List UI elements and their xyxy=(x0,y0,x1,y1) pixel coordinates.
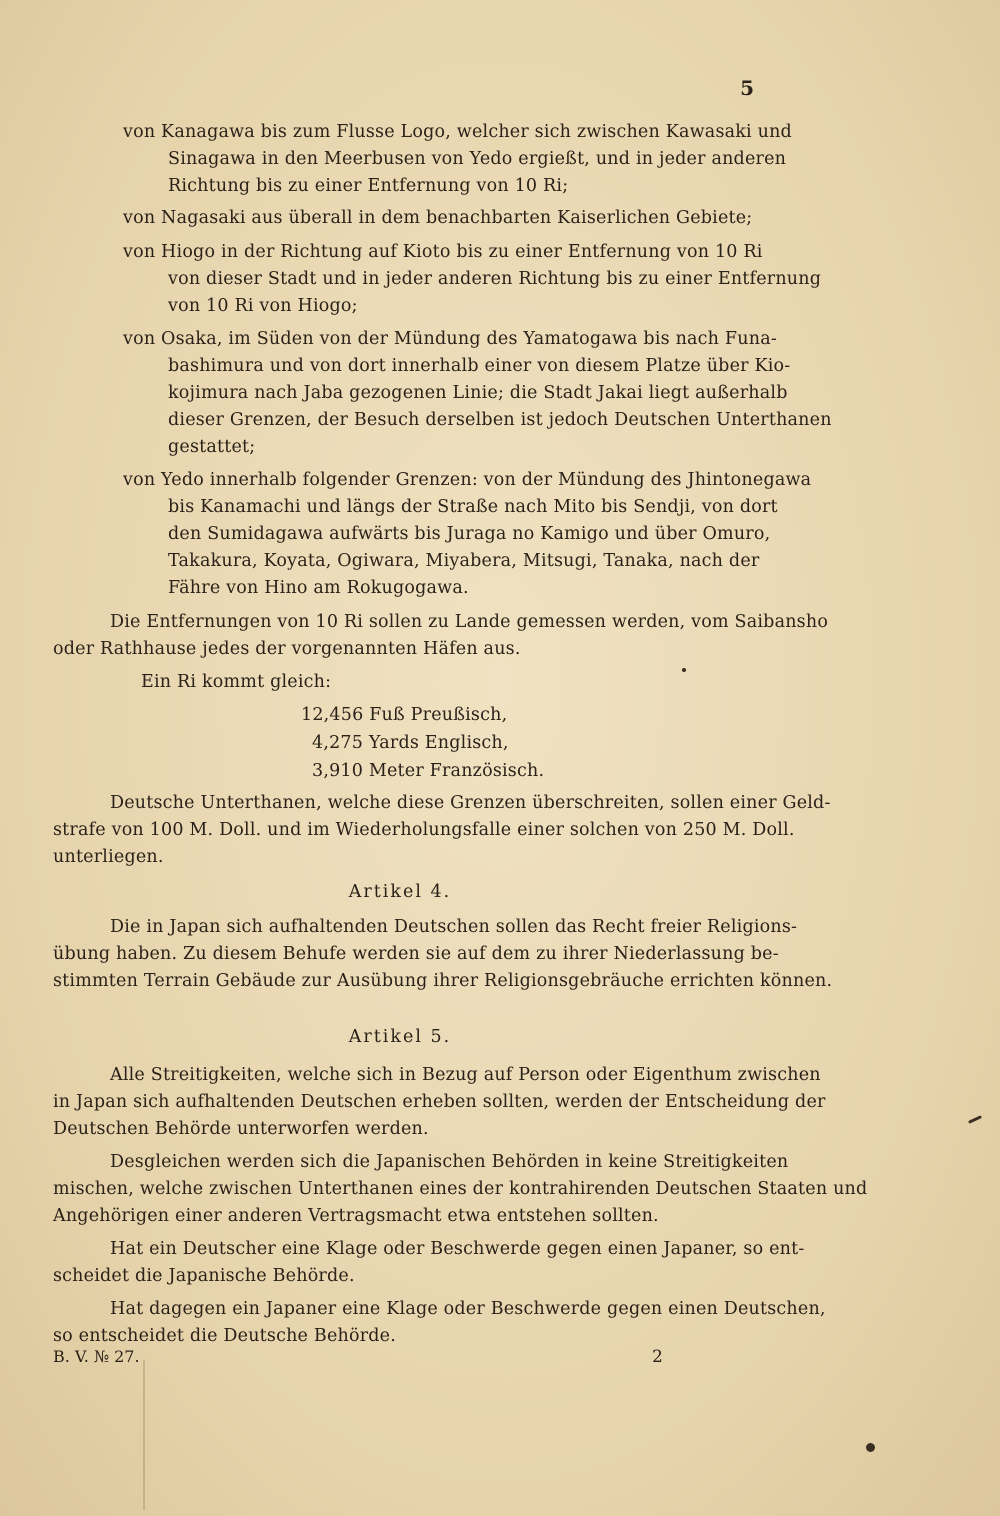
text-line: von Yedo innerhalb folgender Grenzen: von der Mündung des Jhintonegawa xyxy=(123,470,812,490)
ink-speck xyxy=(866,1443,875,1452)
text-line: Alle Streitigkeiten, welche sich in Bezug auf Person oder Eigenthum zwischen xyxy=(110,1065,821,1085)
text-line: dieser Grenzen, der Besuch derselben ist jedoch Deutschen Unterthanen xyxy=(168,410,832,430)
text-line: stimmten Terrain Gebäude zur Ausübung ihrer Religionsgebräuche errichten können. xyxy=(53,971,833,991)
text-line: so entscheidet die Deutsche Behörde. xyxy=(53,1326,396,1346)
text-line: unterliegen. xyxy=(53,847,164,867)
text-line: Deutsche Unterthanen, welche diese Grenzen überschreiten, sollen einer Geld- xyxy=(110,793,831,813)
text-line: Sinagawa in den Meerbusen von Yedo ergießt, und in jeder anderen xyxy=(168,149,787,169)
text-line: bis Kanamachi und längs der Straße nach Mito bis Sendji, von dort xyxy=(168,497,778,517)
text-line: Richtung bis zu einer Entfernung von 10 Ri; xyxy=(168,176,569,196)
text-line: strafe von 100 M. Doll. und im Wiederholungsfalle einer solchen von 250 M. Doll. xyxy=(53,820,795,840)
text-line: von Kanagawa bis zum Flusse Logo, welcher sich zwischen Kawasaki und xyxy=(123,122,792,142)
article-heading: Artikel 4. xyxy=(348,882,452,902)
footer-sheet-number: 2 xyxy=(652,1347,663,1367)
text-line: übung haben. Zu diesem Behufe werden sie auf dem zu ihrer Niederlassung be- xyxy=(53,944,779,964)
ink-speck xyxy=(968,1115,982,1124)
text-line: Desgleichen werden sich die Japanischen Behörden in keine Streitigkeiten xyxy=(110,1152,789,1172)
measure-line: 4,275 Yards Englisch, xyxy=(312,733,509,753)
measure-line: 3,910 Meter Französisch. xyxy=(312,761,545,781)
page-number: 5 xyxy=(740,76,754,100)
text-line: kojimura nach Jaba gezogenen Linie; die Stadt Jakai liegt außerhalb xyxy=(168,383,788,403)
ink-speck xyxy=(682,668,686,672)
text-line: von Hiogo in der Richtung auf Kioto bis zu einer Entfernung von 10 Ri xyxy=(123,242,763,262)
text-line: den Sumidagawa aufwärts bis Juraga no Kamigo und über Omuro, xyxy=(168,524,771,544)
text-line: in Japan sich aufhaltenden Deutschen erheben sollten, werden der Entscheidung der xyxy=(53,1092,826,1112)
text-line: Die in Japan sich aufhaltenden Deutschen sollen das Recht freier Religions- xyxy=(110,917,798,937)
text-line: bashimura und von dort innerhalb einer von diesem Platze über Kio- xyxy=(168,356,791,376)
paper-fold-mark xyxy=(143,1360,145,1510)
article-heading: Artikel 5. xyxy=(348,1027,452,1047)
measure-line: 12,456 Fuß Preußisch, xyxy=(301,705,508,725)
text-line: scheidet die Japanische Behörde. xyxy=(53,1266,355,1286)
text-line: Deutschen Behörde unterworfen werden. xyxy=(53,1119,429,1139)
footer-signature: B. V. № 27. xyxy=(53,1347,140,1366)
text-line: von dieser Stadt und in jeder anderen Richtung bis zu einer Entfernung xyxy=(168,269,822,289)
text-line: von 10 Ri von Hiogo; xyxy=(168,296,358,316)
text-line: Die Entfernungen von 10 Ri sollen zu Lande gemessen werden, vom Saibansho xyxy=(110,612,829,632)
text-line: Ein Ri kommt gleich: xyxy=(141,672,332,692)
text-line: Hat ein Deutscher eine Klage oder Beschwerde gegen einen Japaner, so ent- xyxy=(110,1239,805,1259)
text-line: von Nagasaki aus überall in dem benachbarten Kaiserlichen Gebiete; xyxy=(123,208,753,228)
text-line: Angehörigen einer anderen Vertragsmacht etwa entstehen sollten. xyxy=(53,1206,659,1226)
text-line: mischen, welche zwischen Unterthanen eines der kontrahirenden Deutschen Staaten und xyxy=(53,1179,868,1199)
text-line: von Osaka, im Süden von der Mündung des Yamatogawa bis nach Funa- xyxy=(123,329,777,349)
text-line: gestattet; xyxy=(168,437,256,457)
text-line: Fähre von Hino am Rokugogawa. xyxy=(168,578,469,598)
text-line: oder Rathhause jedes der vorgenannten Häfen aus. xyxy=(53,639,521,659)
text-line: Hat dagegen ein Japaner eine Klage oder Beschwerde gegen einen Deutschen, xyxy=(110,1299,826,1319)
text-line: Takakura, Koyata, Ogiwara, Miyabera, Mitsugi, Tanaka, nach der xyxy=(168,551,760,571)
